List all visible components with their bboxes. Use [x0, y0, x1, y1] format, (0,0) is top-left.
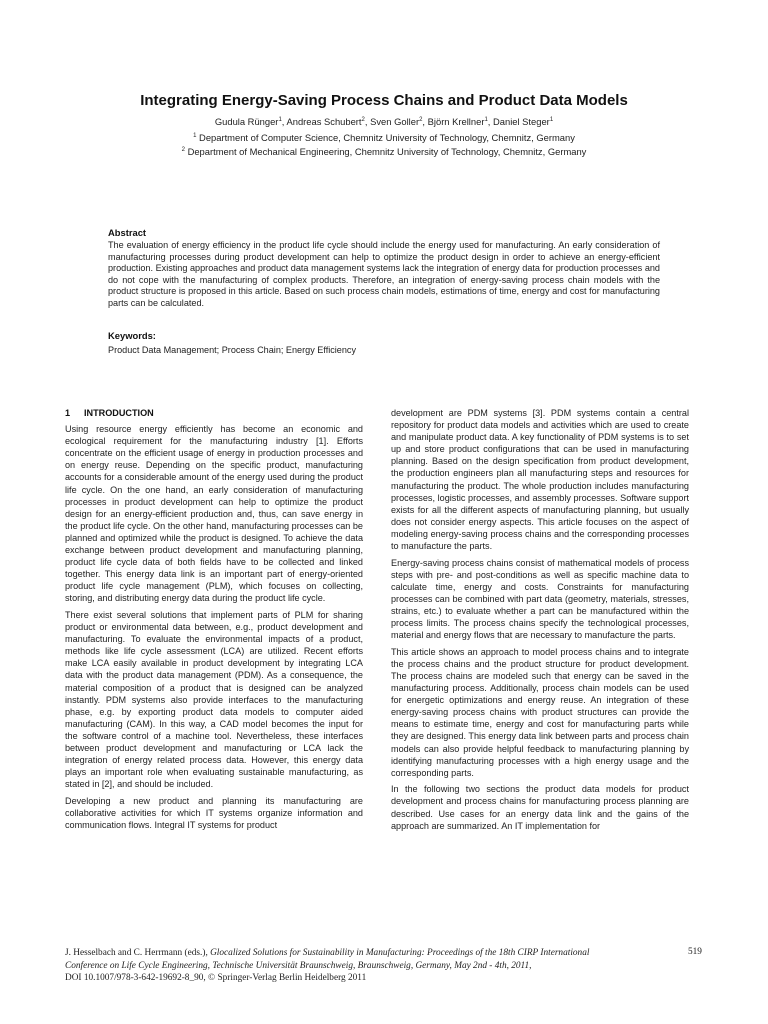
- paper-title: Integrating Energy-Saving Process Chains and Product Data Models: [140, 92, 628, 109]
- paragraph: Developing a new product and planning its manufacturing are collaborative activities for which IT systems organize information and communication flows. Integral IT systems for product: [65, 795, 363, 831]
- keywords-heading: Keywords:: [108, 330, 156, 341]
- paragraph: In the following two sections the product data models for product development and process chains for manufacturing process planning are described. Use cases for an energy data link and the gains of the approach are summarized. An IT implementation for: [391, 784, 689, 831]
- author: Andreas Schubert$^2$,: [286, 116, 371, 127]
- author-list: [0, 116, 768, 127]
- author: Daniel Steger$^1$: [493, 116, 554, 127]
- affiliation: $^1$ Department of Computer Science, Chemnitz University of Technology, Chemnitz, Germany: [193, 132, 575, 143]
- left-column: [65, 407, 363, 836]
- keywords-text: Product Data Management; Process Chain; Energy Efficiency: [108, 345, 357, 355]
- paragraph: Energy-saving process chains consist of mathematical models of process steps with pre- and post-conditions as well as specific machine data to calculate time, energy and costs. Constraints for manufacturing processes can be combined with part data (geometry, materials, stresses, strains, etc.) to evaluate whether a part can be manufactured within the process limits. The process chains specify the technological processes, material and energy flows that are necessary to manufacture the parts.: [391, 557, 689, 641]
- citation-footer: J. Hesselbach and C. Herrmann (eds.), Glocalized Solutions for Sustainability in Manufacturing: Proceedings of the 18th CIRP International Conference on Life Cycle Engineering, Technische Universität Braunschweig, Braunschweig, Germany, May 2nd - 4th, 2011, DOI 10.1007/978-3-642-19692-8_90, © Springer-Verlag Berlin Heidelberg 2011: [65, 948, 590, 984]
- section-heading: 1 INTRODUCTION: [65, 408, 154, 418]
- author: Sven Goller$^2$,: [370, 116, 428, 127]
- paragraph: This article shows an approach to model process chains and to integrate the process chains and the product structure for product development. The process chains are modeled such that energy can be saved in the manufacturing process. Additionally, process chain models can be used for energetic optimizations and energy reuse. An integration of these energy-saving process chains with product structures can provide the means to estimate time, energy and cost for manufacturing parts while they are designed. This energy data link between parts and process chain models can also provide helpful feedback to manufacturing planning by identifying manufacturing processes with a high energy usage and the corresponding parts.: [391, 646, 689, 778]
- author: Gudula Rünger$^1$,: [214, 116, 287, 127]
- paragraph: development are PDM systems [3]. PDM systems contain a central repository for product data models and activities which are used to create and manipulate product data. A key functionality of PDM systems is to set up and store product configurations that can be used in manufacturing planning. Based on the design specification from product development, the production engineers plan all manufacturing steps and resources for manufacturing the product. The whole production includes manufacturing processes, logistic processes, and assembly processes. Software support exists for all the different aspects of manufacturing planning, but usually does not consider energy aspects. This article focuses on the aspect of modeling energy-saving process chains and the corresponding processes to manufacture the parts.: [391, 408, 689, 552]
- page-number: 519: [688, 947, 702, 957]
- affiliation: $^2$ Department of Mechanical Engineering, Chemnitz University of Technology, Chemnitz, Germany: [181, 146, 587, 157]
- paragraph: There exist several solutions that implement parts of PLM for sharing product or environmental data between, e.g., product development and manufacturing. To evaluate the environmental impacts of a product, methods like life cycle assessment (LCA) are utilized. Recent efforts make LCA easily available in product development by integrating LCA data with the product data management (PDM). As a consequence, the material composition of a product that is designed can be analyzed instantly. PDM systems also provide interfaces to the manufacturing phase, e.g. by exporting product data models to computer aided manufacturing (CAM). In this way, a CAD model becomes the input for the software control of a machine tool. Nevertheless, these interfaces between product development and manufacturing or LCA lack the integration of energy related process data. However, this energy data plays an important role when evaluating sustainable manufacturing, as stated in [2], and should be included.: [65, 610, 363, 790]
- abstract-text: The evaluation of energy efficiency in the product life cycle should include the energy used for manufacturing. An early consideration of manufacturing processes during product development can help to optimize the product design in order to achieve an energy-efficient production. Existing approaches and product data management systems lack the integration of energy data for production processes and do not cope with the manufacturing of complex products. Therefore, an integration of energy-saving process chain models with the product structure is proposed in this article. Based on such process chain models, estimations of time, energy and cost for manufacturing parts can be calculated.: [108, 240, 660, 308]
- author: Björn Krellner$^1$,: [427, 116, 493, 127]
- paragraph: Using resource energy efficiently has become an economic and ecological requirement for the manufacturing industry [1]. Efforts concentrate on the efficient usage of energy in production processes and on energy reuse. Depending on the specific product, manufacturing accounts for a considerable amount of the energy used during the product life cycle. On the one hand, an early consideration of manufacturing processes in product development can help to optimize the product design for an energy-efficient production and, thus, can save energy in the product life cycle. On the other hand, manufacturing processes can be planned and optimized while the product is designed. To achieve the data exchange between product development and manufacturing planning, product life cycle data of both fields have to be collected and linked together. This energy data link is an important part of energy-oriented product life cycle management (PLM), which focuses on collecting, storing, and distributing energy data during the product life cycle.: [65, 424, 363, 604]
- right-column: [391, 407, 689, 836]
- abstract-heading: Abstract: [108, 227, 147, 238]
